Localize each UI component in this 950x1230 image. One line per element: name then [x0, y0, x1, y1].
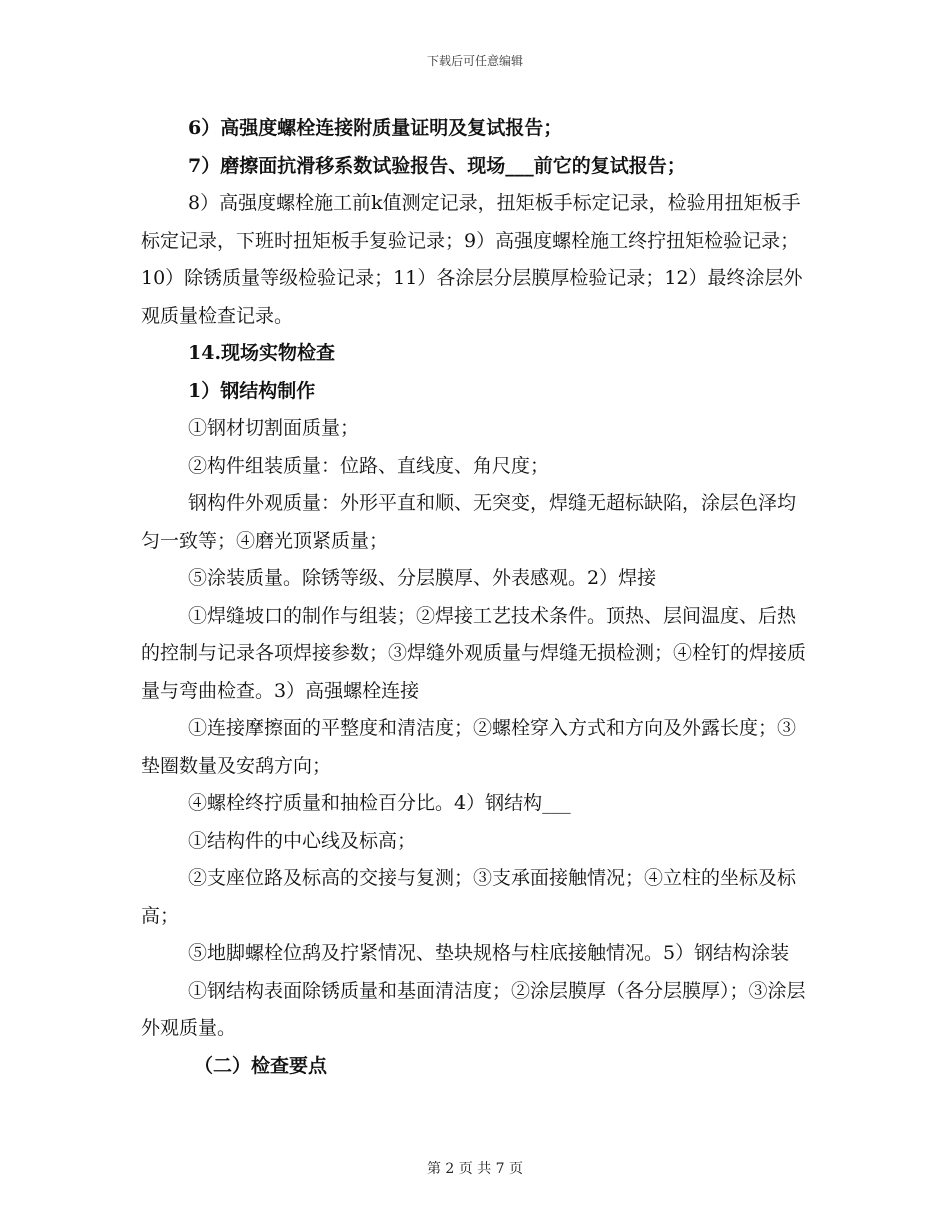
paragraph-item-7: 7）磨擦面抗滑移系数试验报告、现场___前它的复试报告；	[188, 154, 686, 177]
page-footer: 第 2 页 共 7 页	[426, 1161, 524, 1177]
paragraph-bolt-tightening: ④螺栓终拧质量和抽检百分比。4）钢结构___	[188, 792, 571, 814]
paragraph-appearance-quality: 钢构件外观质量：外形平直和顺、无突变，焊缝无超标缺陷，涂层色泽均匀一致等；④磨光顶紧质量；	[141, 492, 797, 552]
page-header: 下载后可任意编辑	[426, 54, 523, 68]
paragraph-anchor-bolts: ⑤地脚螺栓位鸹及拧紧情况、垫块规格与柱底接触情况。5）钢结构涂装	[188, 942, 790, 964]
paragraph-friction-surface: ①连接摩擦面的平整度和清洁度；②螺栓穿入方式和方向及外露长度；③垫圈数量及安鸹方向；	[141, 717, 797, 777]
paragraph-item-6: 6）高强度螺栓连接附质量证明及复试报告；	[188, 117, 563, 139]
paragraph-cutting-quality: ①钢材切割面质量；	[188, 417, 360, 439]
document-body	[141, 110, 811, 1085]
paragraph-assembly-quality: ②构件组装质量：位路、直线度、角尺度；	[188, 454, 550, 477]
paragraph-centerline: ①结构件的中心线及标高；	[188, 829, 417, 852]
paragraph-welding: ①焊缝坡口的制作与组装；②焊接工艺技术条件。顶热、层间温度、后热的控制与记录各项焊接参数；③焊缝外观质量与焊缝无损检测；④栓钉的焊接质量与弯曲检查。3）高强螺栓连接	[141, 604, 807, 702]
subheading-steel-fabrication: 1）钢结构制作	[188, 379, 316, 402]
section-heading-inspection-points: （二）检查要点	[194, 1054, 328, 1077]
paragraph-support-position: ②支座位路及标高的交接与复测；③支承面接触情况；④立柱的坐标及标高；	[141, 867, 797, 927]
paragraph-coating-quality: ⑤涂装质量。除锈等级、分层膜厚、外表感观。2）焊接	[188, 567, 657, 589]
section-heading-14: 14.现场实物检查	[188, 342, 336, 364]
paragraph-rust-removal: ①钢结构表面除锈质量和基面清洁度；②涂层膜厚（各分层膜厚）；③涂层外观质量。	[141, 979, 806, 1039]
paragraph-items-8-12: 8）高强度螺栓施工前k值测定记录，扭矩板手标定记录，检验用扭矩板手标定记录，下班时扭矩板手复验记录；9）高强度螺栓施工终拧扭矩检验记录；10）除锈质量等级检验记录；11）各涂层分层膜厚检验记录；12）最终涂层外观质量检查记录。	[141, 192, 803, 327]
